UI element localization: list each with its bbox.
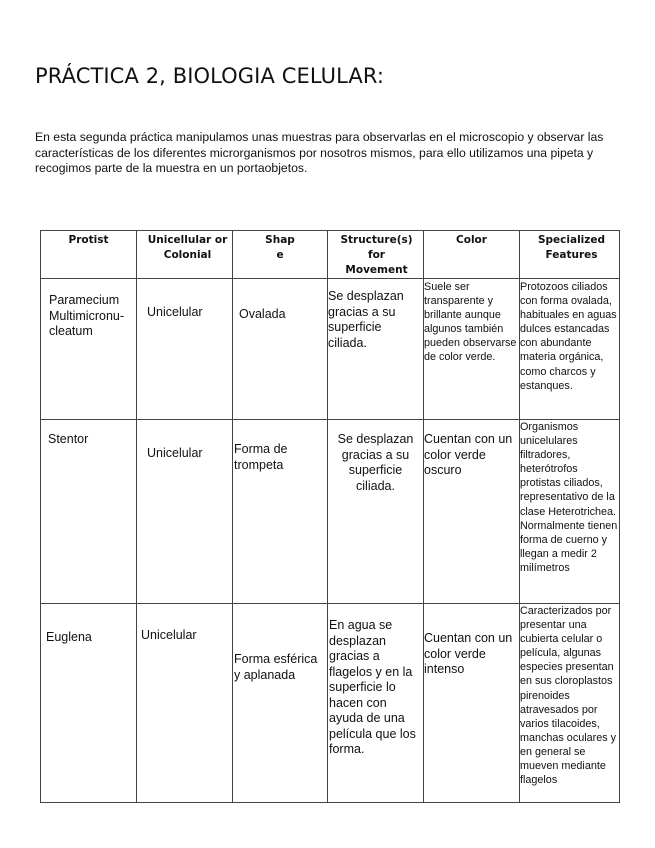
cell-movement: En agua se desplazan gracias a flagelos y en la superficie lo hacen con ayuda de una película que los forma. [328, 604, 424, 803]
page-title: PRÁCTICA 2, BIOLOGIA CELULAR: [35, 64, 385, 88]
header-shape: Shap e [233, 231, 328, 279]
table-row [41, 604, 620, 803]
cell-protist: Stentor [41, 420, 137, 604]
cell-shape: Forma de trompeta [233, 420, 328, 604]
header-movement: Structure(s) for Movement [328, 231, 424, 279]
table-header-row [41, 231, 620, 279]
cell-cellularity: Unicelular [137, 604, 233, 803]
cell-features: Protozoos ciliados con forma ovalada, habituales en aguas dulces estancadas con abundante materia orgánica, como charcos y estanques. [520, 279, 620, 420]
cell-movement: Se desplazan gracias a su superficie ciliada. [328, 420, 424, 604]
cell-cellularity: Unicelular [137, 420, 233, 604]
header-protist: Protist [41, 231, 137, 279]
cell-cellularity: Unicelular [137, 279, 233, 420]
cell-color: Suele ser transparente y brillante aunque algunos también pueden observarse de color verde. [424, 279, 520, 420]
cell-protist: Paramecium Multimicronu-cleatum [41, 279, 137, 420]
protist-table [40, 230, 620, 803]
header-features: Specialized Features [520, 231, 620, 279]
cell-features: Caracterizados por presentar una cubierta celular o película, algunas especies presentan en sus cloroplastos pirenoides atravesados por varios tilacoides, manchas oculares y en general se mueven mediante flagelos [520, 604, 620, 803]
cell-shape: Ovalada [233, 279, 328, 420]
table-row [41, 279, 620, 420]
table-row [41, 420, 620, 604]
cell-features: Organismos unicelulares filtradores, heterótrofos protistas ciliados, representativo de la clase Heterotrichea. Normalmente tienen forma de cuerno y llegan a medir 2 milímetros [520, 420, 620, 604]
cell-color: Cuentan con un color verde oscuro [424, 420, 520, 604]
cell-movement: Se desplazan gracias a su superficie ciliada. [328, 279, 424, 420]
header-cellularity: Unicellular or Colonial [137, 231, 233, 279]
header-color: Color [424, 231, 520, 279]
cell-shape: Forma esférica y aplanada [233, 604, 328, 803]
cell-protist: Euglena [41, 604, 137, 803]
cell-color: Cuentan con un color verde intenso [424, 604, 520, 803]
intro-paragraph: En esta segunda práctica manipulamos unas muestras para observarlas en el microscopio y observar las características de los diferentes microrganismos por nosotros mismos, para ello utilizamos una pipeta y recogimos parte de la muestra en un portaobjetos. [35, 130, 604, 175]
